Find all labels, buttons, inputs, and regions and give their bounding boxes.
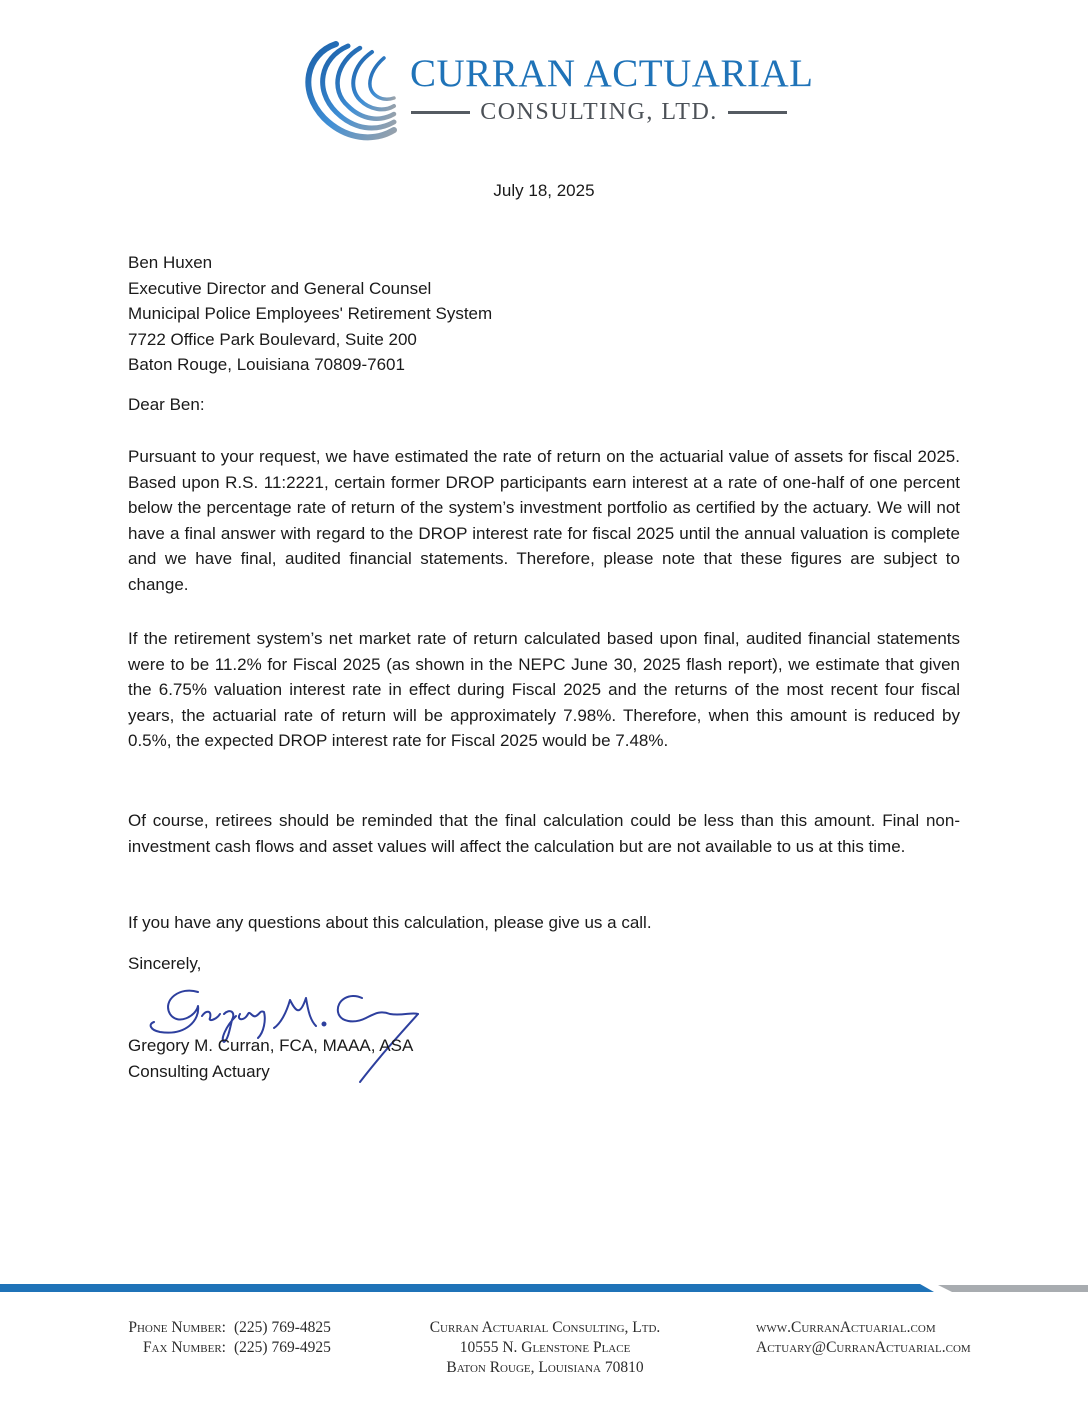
fax-label: Fax Number: xyxy=(142,1339,226,1356)
footer-address xyxy=(380,1318,710,1378)
company-logo xyxy=(296,36,814,156)
footer-website-link[interactable]: www.CurranActuarial.com xyxy=(756,1319,936,1336)
letter-date: July 18, 2025 xyxy=(493,181,595,200)
body-paragraph: Pursuant to your request, we have estimated the rate of return on the actuarial value of assets for fiscal 2025. Based upon R.S. 11:2221, certain former DROP participants earn interest at a rate of one-half of one percent below the percentage rate of return of the system’s investment portfolio as certified by the actuary. We will not have a final answer with regard to the DROP interest rate for fiscal 2025 until the annual valuation is complete and we have final, audited financial statements. Therefore, please note that these figures are subject to change. xyxy=(128,447,960,594)
recipient-address xyxy=(128,250,492,378)
footer-web xyxy=(756,1318,1056,1358)
phone-label: Phone Number: xyxy=(128,1319,226,1336)
signer-name: Gregory M. Curran, FCA, MAAA, ASA xyxy=(128,1036,414,1055)
footer-company: Curran Actuarial Consulting, Ltd. xyxy=(429,1319,661,1336)
company-subtitle-row xyxy=(411,97,787,127)
phone-row xyxy=(92,1318,342,1338)
closing: Sincerely, xyxy=(128,954,202,973)
phone-number: (225) 769-4825 xyxy=(234,1319,331,1336)
subtitle-rule-left xyxy=(411,111,470,114)
recipient-city: Baton Rouge, Louisiana 70809-7601 xyxy=(128,355,405,374)
company-name: CURRAN ACTUARIAL xyxy=(410,52,814,95)
recipient-street: 7722 Office Park Boulevard, Suite 200 xyxy=(128,329,417,349)
fax-row xyxy=(92,1338,342,1358)
signer-block xyxy=(128,1033,413,1084)
body-paragraph: Of course, retirees should be reminded that the final calculation could be less than this amount. Final non-investment cash flows and asset values will affect the calculation but are not available to us at this time. xyxy=(128,811,960,856)
recipient-title: Executive Director and General Counsel xyxy=(128,278,432,298)
footer-contact-numbers xyxy=(92,1318,342,1358)
body-paragraph: If you have any questions about this calculation, please give us a call. xyxy=(128,913,652,932)
fax-number: (225) 769-4925 xyxy=(234,1339,331,1356)
salutation: Dear Ben: xyxy=(128,395,205,414)
body-paragraph: If the retirement system’s net market rate of return calculated based upon final, audited financial statements were to be 11.2% for Fiscal 2025 (as shown in the NEPC June 30, 2025 flash report), we estimate that given the 6.75% valuation interest rate in effect during Fiscal 2025 and the returns of the most recent four fiscal years, the actuarial rate of return will be approximately 7.98%. Therefore, when this amount is reduced by 0.5%, the expected DROP interest rate for Fiscal 2025 would be 7.48%. xyxy=(128,629,960,751)
subtitle-rule-right xyxy=(728,111,787,114)
footer-street: 10555 N. Glenstone Place xyxy=(459,1339,631,1356)
footer-email-link[interactable]: Actuary@CurranActuarial.com xyxy=(756,1339,971,1356)
signer-title: Consulting Actuary xyxy=(128,1061,270,1081)
logo-swoosh-icon xyxy=(296,36,398,148)
footer-color-bar xyxy=(0,1282,1088,1298)
recipient-organization: Municipal Police Employees' Retirement System xyxy=(128,304,493,323)
footer-city: Baton Rouge, Louisiana 70810 xyxy=(446,1359,644,1376)
company-subtitle: CONSULTING, LTD. xyxy=(480,99,718,125)
recipient-name: Ben Huxen xyxy=(128,253,213,272)
